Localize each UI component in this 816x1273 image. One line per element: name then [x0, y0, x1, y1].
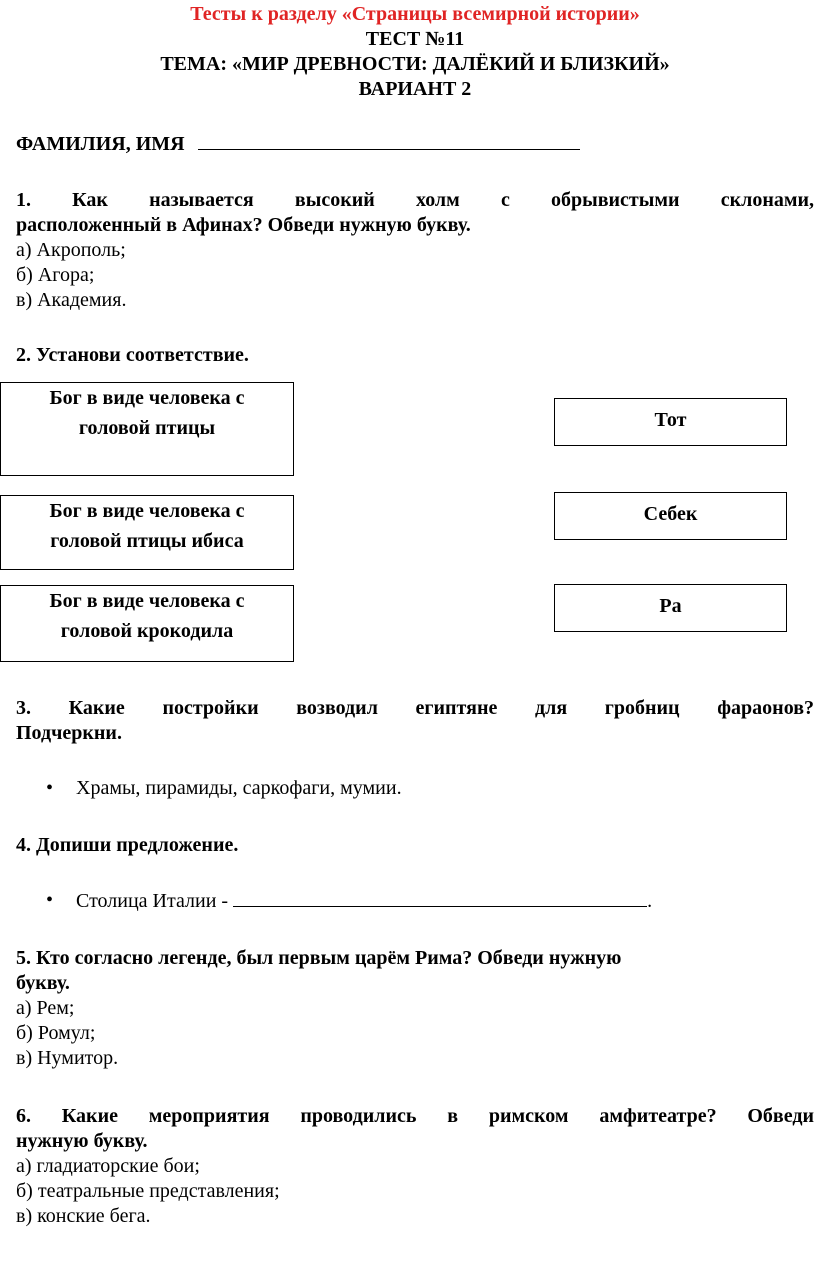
topic-title: ТЕМА: «МИР ДРЕВНОСТИ: ДАЛЁКИЙ И БЛИЗКИЙ»	[160, 53, 670, 75]
question-5-option-b[interactable]: б) Ромул;	[16, 1022, 96, 1044]
match-left-3-line-2: головой крокодила	[60, 620, 234, 642]
match-left-3-line-1: Бог в виде человека с	[49, 590, 245, 612]
question-1-text-line-1: 1. Как называется высокий холм с обрывистыми склонами,	[16, 189, 814, 211]
question-4-item-end: .	[647, 890, 653, 912]
section-title: Тесты к разделу «Страницы всемирной истории»	[190, 3, 640, 25]
test-number: ТЕСТ №11	[365, 28, 465, 50]
question-3	[16, 696, 814, 801]
header	[16, 2, 814, 102]
question-5-option-c[interactable]: в) Нумитор.	[16, 1047, 119, 1069]
match-left-2[interactable]	[0, 495, 294, 570]
match-right-1[interactable]	[554, 398, 787, 446]
bullet-icon: •	[46, 889, 54, 911]
match-right-2[interactable]	[554, 492, 787, 540]
question-3-text-line-2: Подчеркни.	[16, 722, 122, 744]
question-3-item[interactable]	[16, 776, 814, 801]
question-2	[16, 343, 814, 672]
question-5-option-a[interactable]: а) Рем;	[16, 997, 75, 1019]
question-4-item-text: Столица Италии -	[76, 890, 234, 912]
match-left-1-line-2: головой птицы	[78, 417, 216, 439]
question-4-title: 4. Допиши предложение.	[16, 834, 239, 856]
matching-boxes	[16, 382, 814, 672]
match-right-2-label: Себек	[643, 503, 698, 525]
bullet-icon: •	[46, 777, 54, 799]
match-right-3-label: Ра	[659, 595, 682, 617]
question-5	[16, 946, 814, 1071]
question-4	[16, 833, 814, 914]
match-left-1-line-1: Бог в виде человека с	[49, 387, 245, 409]
question-4-item	[16, 888, 814, 914]
question-3-item-text: Храмы, пирамиды, саркофаги, мумии.	[76, 777, 402, 799]
match-left-3[interactable]	[0, 585, 294, 662]
question-1	[16, 188, 814, 313]
question-2-title: 2. Установи соответствие.	[16, 344, 249, 366]
question-6	[16, 1104, 814, 1229]
match-right-1-label: Тот	[654, 409, 687, 431]
question-4-answer-blank[interactable]	[233, 888, 647, 907]
question-6-option-a[interactable]: а) гладиаторские бои;	[16, 1155, 200, 1177]
question-1-option-a[interactable]: а) Акрополь;	[16, 239, 126, 261]
question-6-option-b[interactable]: б) театральные представления;	[16, 1180, 280, 1202]
question-1-option-c[interactable]: в) Академия.	[16, 289, 127, 311]
match-left-2-line-1: Бог в виде человека с	[49, 500, 245, 522]
student-name-label: ФАМИЛИЯ, ИМЯ	[16, 133, 185, 155]
question-5-text-line-1: 5. Кто согласно легенде, был первым царём Рима? Обведи нужную	[16, 947, 622, 969]
question-6-text-line-2: нужную букву.	[16, 1130, 148, 1152]
match-left-1[interactable]	[0, 382, 294, 476]
question-6-text-line-1: 6. Какие мероприятия проводились в римском амфитеатре? Обведи	[16, 1105, 814, 1127]
student-name-blank[interactable]	[198, 131, 580, 150]
match-left-2-line-2: головой птицы ибиса	[50, 530, 244, 552]
student-name-row	[16, 131, 814, 157]
question-3-text-line-1: 3. Какие постройки возводил египтяне для гробниц фараонов?	[16, 697, 814, 719]
question-1-option-b[interactable]: б) Агора;	[16, 264, 95, 286]
question-5-text-line-2: букву.	[16, 972, 70, 994]
worksheet-page	[16, 0, 814, 1229]
match-right-3[interactable]	[554, 584, 787, 632]
question-6-option-c[interactable]: в) конские бега.	[16, 1205, 151, 1227]
variant-title: ВАРИАНТ 2	[358, 78, 472, 100]
question-1-text-line-2: расположенный в Афинах? Обведи нужную букву.	[16, 214, 471, 236]
